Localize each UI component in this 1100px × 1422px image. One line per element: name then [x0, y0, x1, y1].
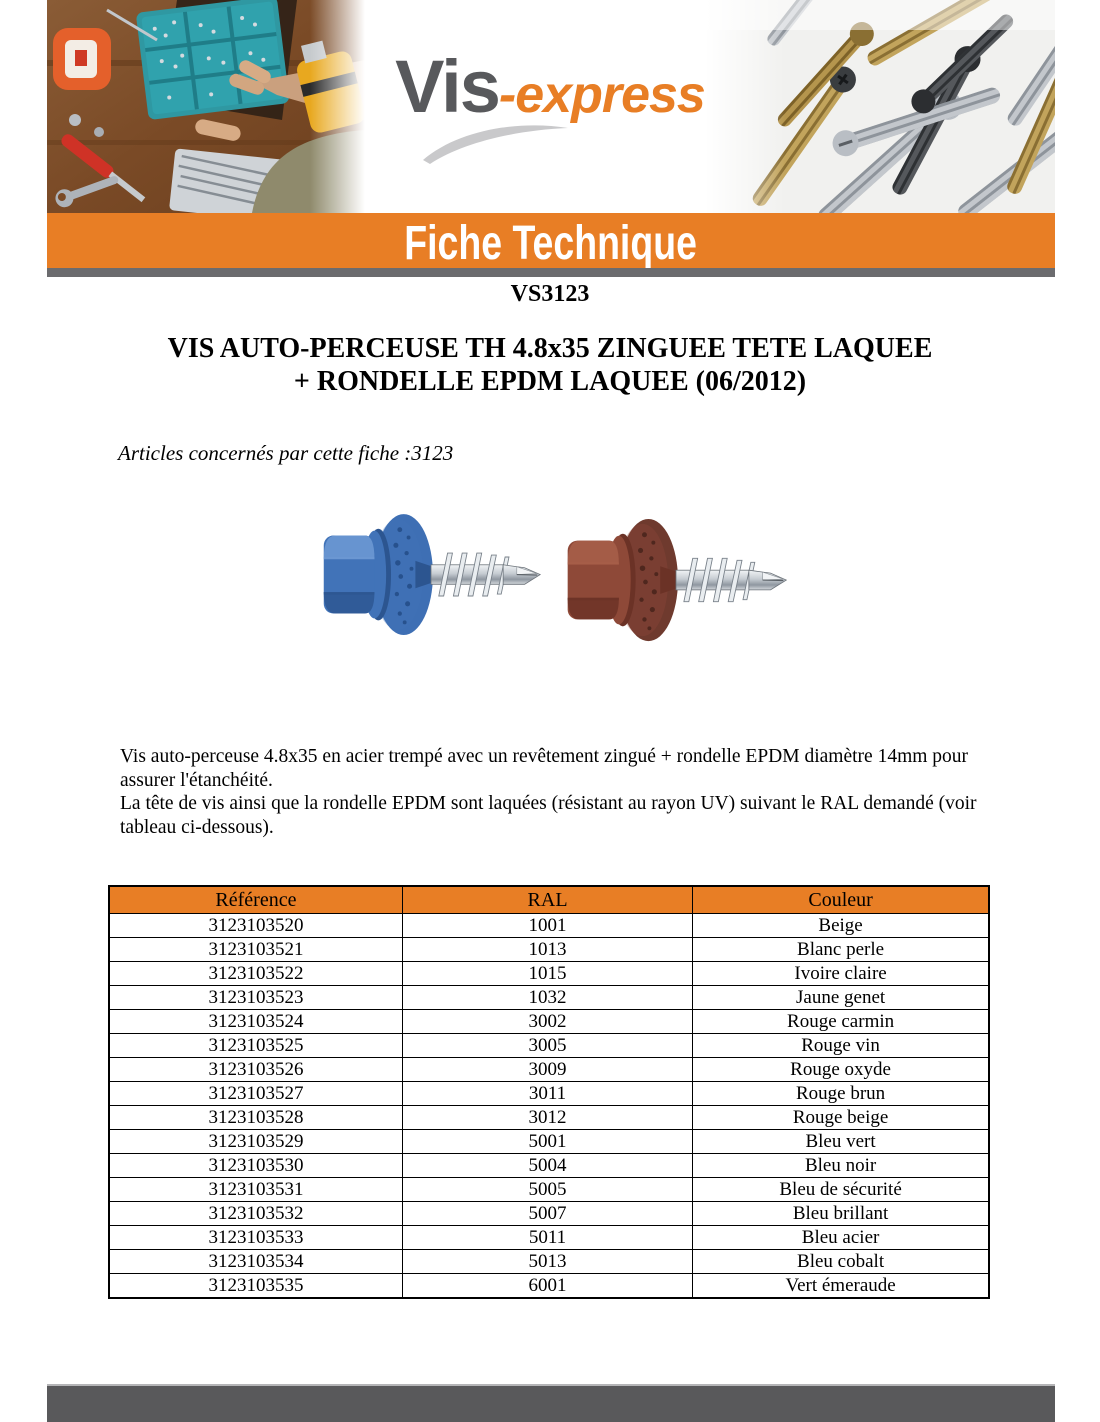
divider-bar	[47, 268, 1055, 277]
table-cell: Beige	[693, 914, 989, 938]
table-cell: 3123103521	[109, 938, 402, 962]
table-header-row	[109, 886, 989, 914]
table-cell: 3123103528	[109, 1106, 402, 1130]
table-row	[109, 1202, 989, 1226]
product-title-line2: + RONDELLE EPDM LAQUEE (06/2012)	[293, 366, 807, 397]
table-row	[109, 1178, 989, 1202]
table-cell: 1015	[402, 962, 692, 986]
table-cell: 3123103526	[109, 1058, 402, 1082]
table-cell: Bleu brillant	[693, 1202, 989, 1226]
table-cell: 3123103535	[109, 1274, 402, 1299]
color-table	[108, 885, 990, 1299]
table-row	[109, 986, 989, 1010]
color-table-body	[109, 914, 989, 1299]
table-cell: Blanc perle	[693, 938, 989, 962]
column-header-ral: RAL	[402, 886, 692, 914]
table-cell: 1001	[402, 914, 692, 938]
banner	[47, 213, 1055, 268]
table-cell: Rouge oxyde	[693, 1058, 989, 1082]
table-cell: 3123103532	[109, 1202, 402, 1226]
table-cell: 3123103527	[109, 1082, 402, 1106]
table-cell: 5004	[402, 1154, 692, 1178]
product-description	[120, 745, 1005, 839]
table-cell: 6001	[402, 1274, 692, 1299]
table-row	[109, 1058, 989, 1082]
table-cell: Bleu cobalt	[693, 1250, 989, 1274]
table-row	[109, 1154, 989, 1178]
table-cell: Bleu vert	[693, 1130, 989, 1154]
product-code: VS3123	[510, 281, 590, 307]
table-cell: 5001	[402, 1130, 692, 1154]
description-paragraph: La tête de vis ainsi que la rondelle EPDM sont laquées (résistant au rayon UV) suivant le RAL demandé (voir tableau ci-dessous).	[120, 793, 977, 838]
table-cell: 3123103534	[109, 1250, 402, 1274]
table-row	[109, 1034, 989, 1058]
description-paragraph: Vis auto-perceuse 4.8x35 en acier trempé avec un revêtement zingué + rondelle EPDM diamètre 14mm pour assurer l'étanchéité.	[120, 746, 969, 791]
brown-screw-image	[556, 517, 796, 647]
table-cell: 3009	[402, 1058, 692, 1082]
table-cell: 3123103530	[109, 1154, 402, 1178]
column-header-reference: Référence	[109, 886, 402, 914]
table-cell: 3005	[402, 1034, 692, 1058]
table-cell: 3011	[402, 1082, 692, 1106]
table-cell: 3123103520	[109, 914, 402, 938]
column-header-couleur: Couleur	[693, 886, 989, 914]
table-cell: 3123103529	[109, 1130, 402, 1154]
table-row	[109, 1010, 989, 1034]
table-row	[109, 1130, 989, 1154]
screw-pile-photo	[705, 0, 1055, 213]
logo-express-text: -express	[498, 66, 705, 124]
table-cell: Ivoire claire	[693, 962, 989, 986]
table-cell: 5011	[402, 1226, 692, 1250]
table-cell: Rouge beige	[693, 1106, 989, 1130]
table-cell: Rouge vin	[693, 1034, 989, 1058]
articles-note: Articles concernés par cette fiche :3123	[118, 441, 454, 465]
product-title	[0, 332, 1100, 398]
table-cell: Bleu acier	[693, 1226, 989, 1250]
table-cell: Bleu noir	[693, 1154, 989, 1178]
photo-fade	[705, 0, 785, 213]
table-cell: Vert émeraude	[693, 1274, 989, 1299]
table-cell: 3123103531	[109, 1178, 402, 1202]
table-cell: 3123103523	[109, 986, 402, 1010]
product-title-line1: VIS AUTO-PERCEUSE TH 4.8x35 ZINGUEE TETE LAQUEE	[167, 333, 933, 364]
table-cell: Rouge carmin	[693, 1010, 989, 1034]
table-cell: 3123103524	[109, 1010, 402, 1034]
table-cell: 1013	[402, 938, 692, 962]
table-row	[109, 962, 989, 986]
table-row	[109, 1226, 989, 1250]
table-cell: 5007	[402, 1202, 692, 1226]
logo-vis-text: Vis	[395, 45, 499, 128]
blue-screw-image	[314, 512, 548, 641]
logo-swoosh	[418, 78, 578, 168]
table-cell: 3012	[402, 1106, 692, 1130]
table-row	[109, 1106, 989, 1130]
table-row	[109, 1250, 989, 1274]
table-cell: 5005	[402, 1178, 692, 1202]
table-cell: 1032	[402, 986, 692, 1010]
banner-title: Fiche Technique	[404, 217, 698, 268]
table-cell: Rouge brun	[693, 1082, 989, 1106]
table-cell: 3123103525	[109, 1034, 402, 1058]
table-row	[109, 1082, 989, 1106]
table-cell: 5013	[402, 1250, 692, 1274]
table-cell: 3123103533	[109, 1226, 402, 1250]
table-cell: Jaune genet	[693, 986, 989, 1010]
table-row	[109, 914, 989, 938]
table-cell: Bleu de sécurité	[693, 1178, 989, 1202]
table-cell: 3123103522	[109, 962, 402, 986]
table-row	[109, 938, 989, 962]
footer-bar	[47, 1384, 1055, 1422]
table-row	[109, 1274, 989, 1299]
table-cell: 3002	[402, 1010, 692, 1034]
